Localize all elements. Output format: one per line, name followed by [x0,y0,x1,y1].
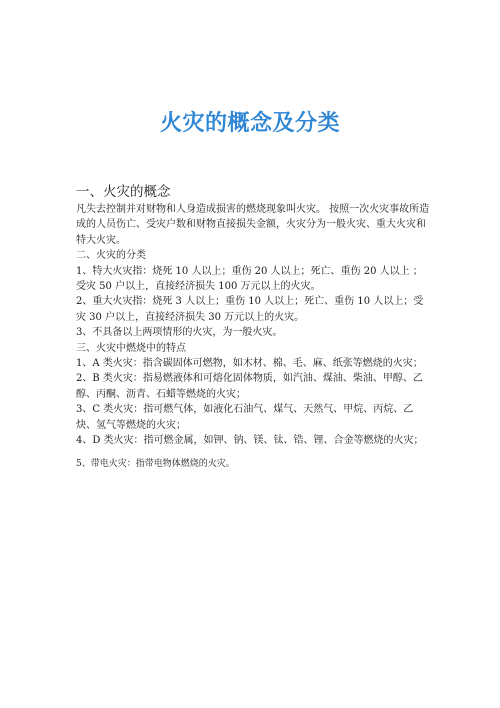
section-1-heading: 一、火灾的概念 [76,184,171,200]
section-3-item: 4、D 类火灾：指可燃金属，如钾、钠、镁、钛、锆、锂、合金等燃烧的火灾； [76,435,424,447]
section-3-item: 1、A 类火灾：指含碳固体可燃物，如木材、棉、毛、麻、纸张等燃烧的火灾； [76,358,423,370]
section-2-item: 2、重大火灾指：烧死 3 人以上；重伤 10 人以上；死亡、重伤 10 人以上；受灾 30 户以上，直接经济损失 30 万元以上的火灾。 [76,296,424,323]
document-body [76,202,432,472]
section-2-item: 3、不具备以上两项情形的火灾，为一般火灾。 [76,327,283,339]
section-3-footnote: 5、带电火灾：指带电物体燃烧的火灾。 [76,458,235,469]
section-3-item: 3、C 类火灾：指可燃气体，如液化石油气、煤气、天然气、甲烷、丙烷、乙炔、氢气等燃烧的火灾； [76,404,414,431]
page-title: 火灾的概念及分类 [159,111,340,136]
section-1-paragraph: 凡失去控制并对财物和人身造成损害的燃烧现象叫火灾。 按照一次火灾事故所造成的人员伤亡、受灾户数和财物直接损失金额，火灾分为一般火灾、重大火灾和特大火灾。 [76,204,430,246]
section-3-heading: 三、火灾中燃烧中的特点 [76,342,186,354]
section-3-item: 2、B 类火灾：指易燃液体和可熔化固体物质，如汽油、煤油、柴油、甲醇、乙醇、丙酮、沥青、石蜡等燃烧的火灾； [76,373,423,400]
section-2-item: 1、特大火灾指：烧死 10 人以上；重伤 20 人以上；死亡、重伤 20 人以上 ；受灾 50 户以上，直接经济损失 100 万元以上的火灾。 [76,265,423,293]
section-2-heading: 二、火灾的分类 [76,250,146,262]
